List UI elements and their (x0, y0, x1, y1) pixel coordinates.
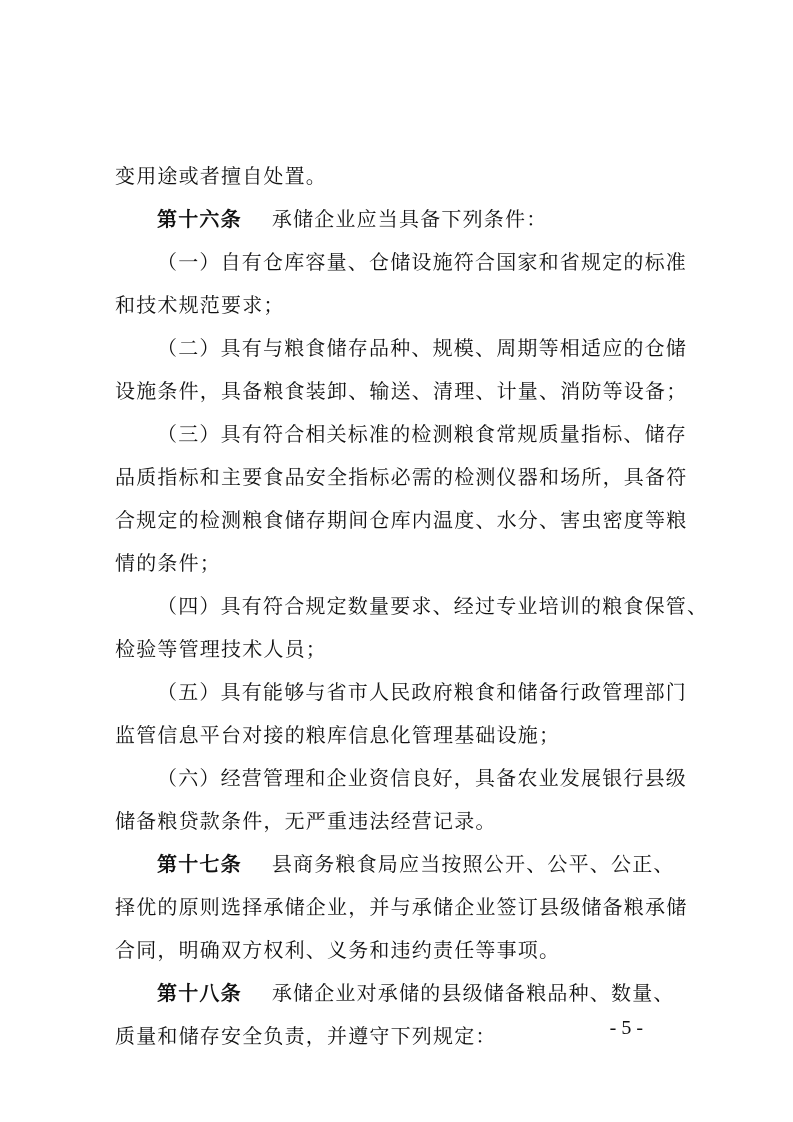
line-text: （二）具有与粮食储存品种、规模、周期等相适应的仓储 (157, 336, 687, 360)
text-line (115, 717, 683, 753)
text-line (115, 631, 683, 667)
text-line (115, 502, 688, 538)
text-line (115, 373, 688, 409)
line-text: （三）具有符合相关标准的检测粮食常规质量指标、储存 (157, 422, 687, 446)
article-17-heading (115, 846, 683, 882)
clause-4 (115, 588, 709, 624)
article-number-16: 第十六条 (157, 207, 242, 231)
text-line (115, 803, 683, 839)
line-text: 承储企业应当具备下列条件： (271, 207, 548, 231)
document-body (115, 158, 709, 1054)
line-text: 品质指标和主要食品安全指标必需的检测仪器和场所，具备符 (115, 465, 688, 489)
clause-2 (115, 330, 687, 366)
text-line (115, 1018, 683, 1054)
text-line (115, 889, 688, 925)
line-text: 检验等管理技术人员； (115, 637, 327, 661)
line-text: 承储企业对承储的县级储备粮品种、数量、 (271, 981, 675, 1005)
line-text: （六）经营管理和企业资信良好，具备农业发展银行县级 (157, 766, 687, 790)
line-text: （四）具有符合规定数量要求、经过专业培训的粮食保管、 (157, 594, 709, 618)
clause-5 (115, 674, 687, 710)
text-line (115, 287, 683, 323)
article-16-heading (115, 201, 683, 237)
article-number-18: 第十八条 (157, 981, 242, 1005)
line-text: （五）具有能够与省市人民政府粮食和储备行政管理部门 (157, 680, 687, 704)
text-line (115, 459, 688, 495)
line-text: 择优的原则选择承储企业，并与承储企业签订县级储备粮承储 (115, 895, 688, 919)
line-text: 和技术规范要求； (115, 293, 285, 317)
article-18-heading (115, 975, 683, 1011)
clause-1 (115, 244, 687, 280)
line-text: 合规定的检测粮食储存期间仓库内温度、水分、害虫密度等粮 (115, 508, 688, 532)
line-text: 情的条件； (115, 551, 221, 575)
page-number: - 5 - (609, 1017, 643, 1039)
line-text: 质量和储存安全负责，并遵守下列规定： (115, 1024, 497, 1048)
clause-3 (115, 416, 687, 452)
text-line (115, 932, 683, 968)
line-text: （一）自有仓库容量、仓储设施符合国家和省规定的标准 (157, 250, 687, 274)
line-text: 设施条件，具备粮食装卸、输送、清理、计量、消防等设备； (115, 379, 688, 403)
article-number-17: 第十七条 (157, 852, 242, 876)
text-line (115, 158, 683, 194)
line-text: 合同，明确双方权利、义务和违约责任等事项。 (115, 938, 561, 962)
line-text: 储备粮贷款条件，无严重违法经营记录。 (115, 809, 497, 833)
line-text: 变用途或者擅自处置。 (115, 164, 327, 188)
line-text: 县商务粮食局应当按照公开、公平、公正、 (271, 852, 675, 876)
text-line (115, 545, 683, 581)
line-text: 监管信息平台对接的粮库信息化管理基础设施； (115, 723, 561, 747)
clause-6 (115, 760, 687, 796)
